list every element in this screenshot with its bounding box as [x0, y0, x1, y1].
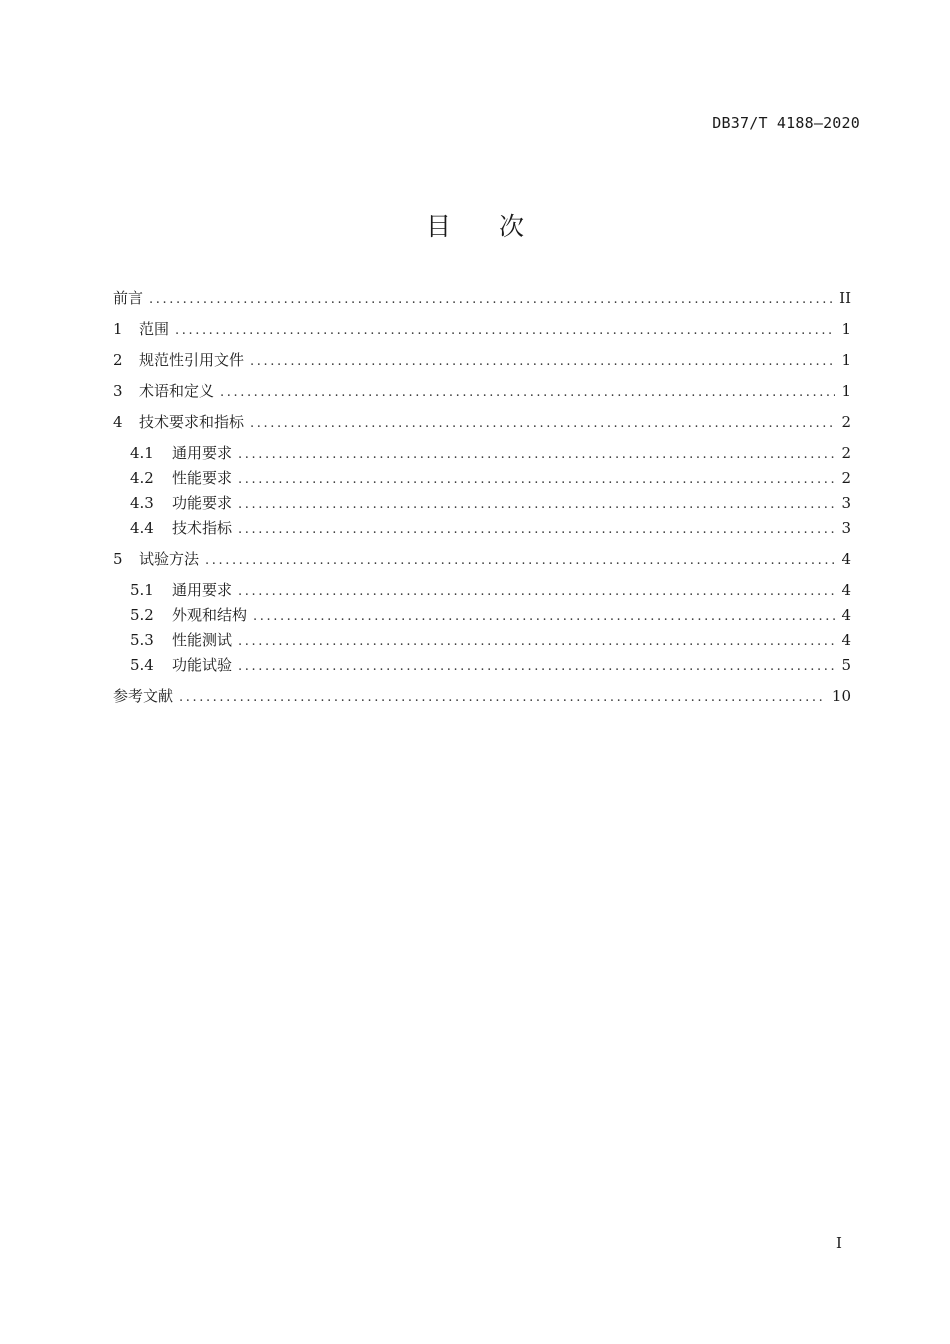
toc-entry-page: 4 [841, 550, 851, 568]
toc-entry-label: 性能测试 [172, 631, 233, 649]
toc-entry-number: 4.3 [130, 494, 154, 512]
toc-entry[interactable] [130, 579, 851, 601]
toc-entry-page: 4 [841, 631, 851, 649]
toc-entry-page: 4 [841, 581, 851, 599]
toc-entry-page: 3 [841, 519, 851, 537]
toc-entry-page: 4 [841, 606, 851, 624]
toc-entry-number: 1 [113, 320, 123, 338]
toc-dot-leader [238, 469, 835, 491]
toc-entry-label: 通用要求 [172, 581, 233, 599]
toc-dot-leader [250, 351, 835, 373]
toc-entry-page: II [839, 289, 851, 307]
toc-dot-leader [238, 444, 835, 466]
toc-entry-page: 2 [841, 413, 851, 431]
toc-entry[interactable] [130, 517, 851, 539]
toc-entry[interactable] [130, 467, 851, 489]
toc-entry-page: 2 [841, 469, 851, 487]
toc-dot-leader [149, 289, 833, 311]
toc-entry-label: 技术要求和指标 [139, 413, 245, 431]
toc-entry[interactable] [113, 548, 851, 570]
standard-code: DB37/T 4188—2020 [712, 114, 860, 132]
toc-entry[interactable] [130, 492, 851, 514]
toc-dot-leader [253, 606, 835, 628]
toc-entry-number: 4.1 [130, 444, 154, 462]
toc-entry-label: 前言 [113, 289, 144, 307]
toc-entry-label: 性能要求 [172, 469, 233, 487]
toc-dot-leader [238, 656, 835, 678]
toc-dot-leader [238, 631, 835, 653]
toc-entry-page: 1 [841, 351, 851, 369]
toc-entry-label: 术语和定义 [139, 382, 215, 400]
toc-dot-leader [238, 519, 835, 541]
toc-dot-leader [238, 581, 835, 603]
toc-entry-number: 5.2 [130, 606, 154, 624]
toc-entry[interactable] [113, 349, 851, 371]
toc-entry-number: 5.1 [130, 581, 154, 599]
toc-title: 目次 [425, 212, 572, 241]
toc-entry-number: 4.4 [130, 519, 154, 537]
toc-dot-leader [175, 320, 835, 342]
toc-dot-leader [205, 550, 835, 572]
toc-dot-leader [179, 687, 826, 709]
toc-entry-page: 1 [841, 382, 851, 400]
toc-entry-number: 4 [113, 413, 123, 431]
toc-dot-leader [250, 413, 835, 435]
toc-entry[interactable] [113, 685, 851, 707]
toc-entry-number: 2 [113, 351, 123, 369]
toc-entry-label: 通用要求 [172, 444, 233, 462]
toc-entry-page: 3 [841, 494, 851, 512]
page-number: I [836, 1234, 842, 1252]
toc-entry[interactable] [113, 287, 851, 309]
toc-entry-label: 外观和结构 [172, 606, 248, 624]
toc-entry-number: 5.4 [130, 656, 154, 674]
toc-entry[interactable] [130, 629, 851, 651]
toc-entry-number: 5.3 [130, 631, 154, 649]
toc-entry-label: 功能要求 [172, 494, 233, 512]
toc-entry-label: 技术指标 [172, 519, 233, 537]
toc-entry-label: 范围 [139, 320, 170, 338]
toc-entry-page: 10 [831, 687, 851, 705]
toc-entry-page: 5 [841, 656, 851, 674]
toc-entry[interactable] [113, 318, 851, 340]
toc-entry-page: 1 [841, 320, 851, 338]
toc-entry-page: 2 [841, 444, 851, 462]
toc-entry-number: 3 [113, 382, 123, 400]
toc-entry-label: 试验方法 [139, 550, 200, 568]
toc-entry[interactable] [113, 380, 851, 402]
toc-entry-label: 规范性引用文件 [139, 351, 245, 369]
toc-entry-number: 4.2 [130, 469, 154, 487]
toc-entry[interactable] [130, 654, 851, 676]
toc-entry[interactable] [130, 604, 851, 626]
toc-entry-number: 5 [113, 550, 123, 568]
toc-entry-label: 功能试验 [172, 656, 233, 674]
toc-dot-leader [238, 494, 835, 516]
toc-entry-label: 参考文献 [113, 687, 174, 705]
toc-dot-leader [220, 382, 835, 404]
toc-entry[interactable] [113, 411, 851, 433]
toc-entry[interactable] [130, 442, 851, 464]
